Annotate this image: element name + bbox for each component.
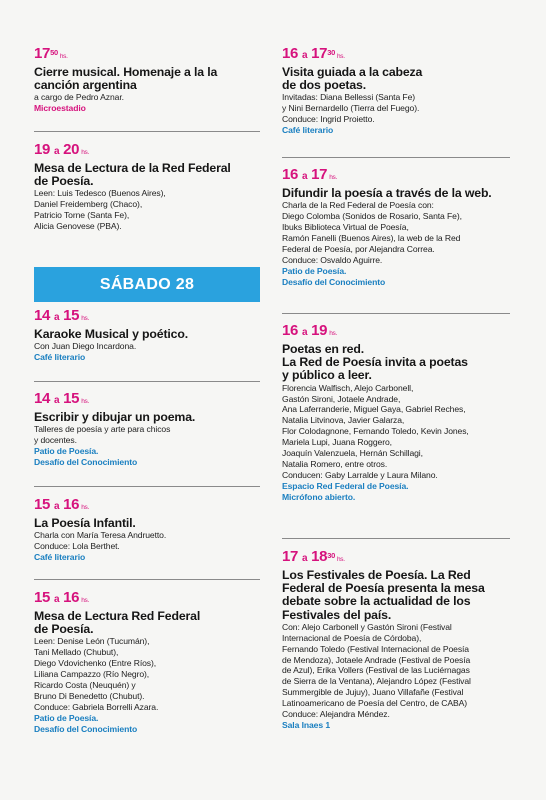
divider [34,381,260,382]
divider [34,486,260,487]
time-sep: a [301,553,308,564]
time-hour: 14 [34,307,51,324]
event-title-line: Los Festivales de Poesía. La Red [282,568,471,582]
event-location-link[interactable]: Patio de Poesía. [282,265,347,276]
event-title: Escribir y dibujar un poema. [34,410,196,424]
event-time [34,589,260,609]
time-hs: hs. [81,315,89,322]
event-title-line: Cierre musical. Homenaje a la la [34,65,218,79]
event-karaoke [34,307,260,363]
event-time [34,141,260,161]
time-hs: hs. [81,149,89,156]
event-location-link[interactable]: Desafío del Conocimiento [282,276,386,287]
time-sep: a [53,312,60,323]
event-detail: Mariela Lupi, Juana Roggero, [282,437,392,448]
event-cierre-musical [34,45,260,114]
time-sep: a [53,501,60,512]
time-sep: a [301,327,308,338]
event-detail: Bruno Di Benedetto (Chubut). [34,690,145,701]
event-detail: Diego Vdovichenko (Entre Ríos), [34,658,157,669]
event-detail: Alicia Genovese (PBA). [34,221,122,232]
event-title-line: La Red de Poesía invita a poetas [282,355,468,370]
event-title-line: Visita guiada a la cabeza [282,65,423,79]
event-detail: Natalia Romero, entre otros. [282,458,388,469]
event-detail: y Nini Bernardello (Tierra del Fuego). [282,103,420,114]
divider [34,579,260,580]
event-location-link[interactable]: Patio de Poesía. [34,712,99,723]
event-location-link[interactable]: Café literario [34,352,86,363]
event-location-link[interactable]: Café literario [282,125,334,136]
event-title-line: de Poesía. [34,174,94,189]
event-detail: Talleres de poesía y arte para chicos [34,424,171,435]
time-hour: 15 [63,390,80,407]
event-detail: Ramón Fanelli (Buenos Aires), la web de la Red [282,232,461,243]
time-hour: 16 [63,496,80,513]
event-detail: Charla de la Red Federal de Poesía con: [282,200,434,211]
time-hs: hs. [329,330,337,337]
time-hs: hs. [59,53,68,60]
event-detail: Leen: Luis Tedesco (Buenos Aires), [34,188,166,199]
event-time [34,45,260,65]
event-detail: Leen: Denise León (Tucumán), [34,636,150,647]
event-mesa-lectura [34,141,260,232]
time-hs: hs. [81,597,89,604]
event-title-line: Federal de Poesía presenta la mesa [282,581,485,596]
event-detail: Conduce: Lola Berthet. [34,541,120,552]
event-time [282,45,510,65]
event-detail: Con: Alejo Carbonell y Gastón Sironi (Festival [282,621,452,632]
divider [34,131,260,132]
time-hour: 14 [34,390,51,407]
event-title: Karaoke Musical y poético. [34,327,188,341]
event-detail: Daniel Freidemberg (Chaco), [34,199,143,210]
time-hs: hs. [336,53,345,60]
time-sep: a [53,594,60,605]
event-detail: Summergible de Jujuy), Juano Villafañe (Festival [282,687,464,698]
event-title-line: Poetas en red. [282,342,364,356]
event-detail: Gastón Sironi, Jotaele Andrade, [282,393,401,404]
event-title-line: de Poesía. [34,622,94,637]
time-hour: 20 [63,141,80,158]
event-detail: Con Juan Diego Incardona. [34,341,137,352]
event-detail: de Mendoza), Jotaele Andrade (Festival de Poesía [282,654,471,665]
time-minutes: 30 [327,551,335,560]
event-detail: Internacional de Poesía de Córdoba), [282,632,422,643]
event-time [34,390,260,410]
event-poesia-infantil [34,496,260,563]
event-location-link[interactable]: Sala Inaes 1 [282,719,331,730]
event-detail: Flor Colodagnone, Fernando Toledo, Kevin Jones, [282,426,469,437]
divider [282,313,510,314]
event-title-line: canción argentina [34,78,137,93]
event-detail: Latinoamericano de Poesía del Centro, de CABA) [282,698,468,709]
time-hs: hs. [336,556,345,563]
event-detail: Diego Colomba (Sonidos de Rosario, Santa Fe), [282,211,462,222]
event-detail: Conduce: Alejandra Méndez. [282,709,390,720]
event-detail: Joaquín Valenzuela, Hernán Schillagi, [282,448,423,459]
event-location-link[interactable]: Desafío del Conocimiento [34,457,138,468]
event-time [34,307,260,327]
event-title [34,66,260,92]
event-detail: Florencia Walfisch, Alejo Carbonell, [282,382,414,393]
time-hs: hs. [329,174,337,181]
event-location-link[interactable]: Café literario [34,552,86,563]
event-title [282,66,510,92]
time-hour: 15 [34,496,51,513]
time-hour: 16 [63,589,80,606]
event-time [34,496,260,516]
event-detail: Conduce: Gabriela Borrelli Azara. [34,701,159,712]
event-detail: de Sierra de la Ventana), Alejandro López (Festival [282,676,471,687]
event-title [282,343,510,383]
event-detail: Federal de Poesía, por Alejandra Correa. [282,243,435,254]
time-minutes: 50 [50,48,58,57]
time-minutes: 30 [327,48,335,57]
time-hour: 16 [282,45,299,62]
event-title-line: debate sobre la actualidad de los [282,594,471,609]
time-hour: 17 [34,45,51,62]
event-title: La Poesía Infantil. [34,516,136,530]
event-detail: Invitadas: Diana Bellessi (Santa Fe) [282,92,416,103]
event-difundir-poesia-web [282,166,510,288]
event-title [34,610,260,636]
event-mesa-lectura-red-federal [34,589,260,735]
event-location-link[interactable]: Espacio Red Federal de Poesía. [282,480,409,491]
time-hour: 19 [311,322,328,339]
time-sep: a [53,395,60,406]
event-location-link[interactable]: Microestadio [34,103,86,114]
event-detail: Conducen: Gaby Larralde y Laura Milano. [282,469,438,480]
event-visita-guiada [282,45,510,136]
time-hour: 17 [311,45,328,62]
event-escribir-dibujar [34,390,260,468]
event-title [34,162,260,188]
divider [282,157,510,158]
event-detail: Patricio Torne (Santa Fe), [34,210,130,221]
time-hour: 16 [282,166,299,183]
time-hour: 19 [34,141,51,158]
event-detail: Ricardo Costa (Neuquén) y [34,680,136,691]
event-poetas-en-red [282,322,510,503]
event-time [282,548,510,568]
time-hour: 18 [311,548,328,565]
event-detail: y docentes. [34,435,77,446]
event-title: Difundir la poesía a través de la web. [282,186,492,200]
event-title-line: y público a leer. [282,368,372,383]
time-hour: 17 [282,548,299,565]
event-title-line: de dos poetas. [282,78,366,93]
event-location-link[interactable]: Micrófono abierto. [282,491,356,502]
time-hs: hs. [81,504,89,511]
time-hour: 15 [34,589,51,606]
event-time [282,322,510,342]
event-detail: de Azul), Erika Vollers (Festival de las Luciérnagas [282,665,470,676]
event-detail: Ibuks Biblioteca Virtual de Poesía, [282,222,409,233]
time-hour: 15 [63,307,80,324]
event-detail: a cargo de Pedro Aznar. [34,92,124,103]
time-sep: a [301,50,308,61]
event-detail: Conduce: Ingrid Proietto. [282,114,375,125]
event-title-line: Mesa de Lectura de la Red Federal [34,161,231,175]
event-detail: Liliana Campazzo (Río Negro), [34,669,150,680]
event-detail: Ana Laferranderie, Miguel Gaya, Gabriel Reches, [282,404,466,415]
time-hour: 16 [282,322,299,339]
event-detail: Tani Mellado (Chubut), [34,647,119,658]
time-hs: hs. [81,398,89,405]
time-sep: a [301,171,308,182]
event-detail: Conduce: Osvaldo Aguirre. [282,254,383,265]
divider [282,538,510,539]
event-detail: Fernando Toledo (Festival Internacional de Poesía [282,643,469,654]
event-location-link[interactable]: Patio de Poesía. [34,446,99,457]
event-time [282,166,510,186]
day-banner: SÁBADO 28 [34,267,260,302]
event-festivales-poesia [282,548,510,731]
event-title-line: Festivales del país. [282,607,392,622]
event-title-line: Mesa de Lectura Red Federal [34,609,201,623]
event-location-link[interactable]: Desafío del Conocimiento [34,723,138,734]
event-title [282,569,510,622]
time-hour: 17 [311,166,328,183]
event-detail: Charla con María Teresa Andruetto. [34,530,167,541]
event-detail: Natalia Litvinova, Javier Galarza, [282,415,405,426]
time-sep: a [53,146,60,157]
